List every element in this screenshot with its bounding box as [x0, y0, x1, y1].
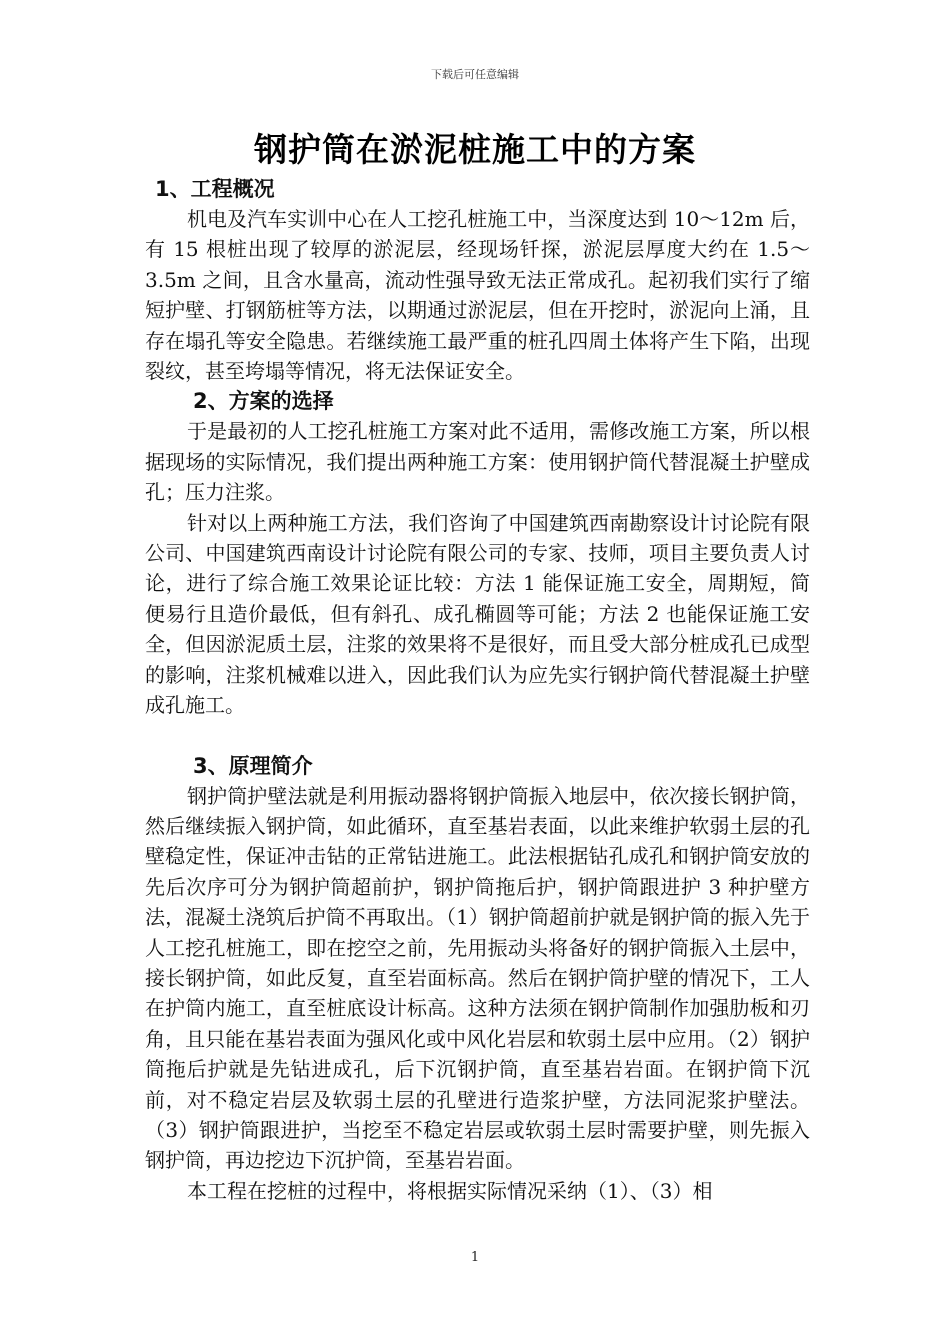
paragraph-plan-selection-2: 针对以上两种施工方法，我们咨询了中国建筑西南勘察设计讨论院有限公司、中国建筑西南设计讨论院有限公司的专家、技师，项目主要负责人讨论，进行了综合施工效果论证比较：方法 1 能保证施工安全，周期短，简便易行且造价最低，但有斜孔、成孔椭圆等可能；方法 2 也能保证施工安全，但因淤泥质土层，注浆的效果将不是很好，而且受大部分桩成孔已成型的影响，注浆机械难以进入，因此我们认为应先实行钢护筒代替混凝土护壁成孔施工。 [145, 510, 810, 718]
paragraph-overview: 机电及汽车实训中心在人工挖孔桩施工中，当深度达到 10～12m 后，有 15 根桩出现了较厚的淤泥层，经现场钎探，淤泥层厚度大约在 1.5～3.5m 之间，且含水量高，流动性强导致无法正常成孔。起初我们实行了缩短护壁、打钢筋桩等方法，以期通过淤泥层，但在开挖时，淤泥向上涌，且存在塌孔等安全隐患。若继续施工最严重的桩孔四周土体将产生下陷，出现裂纹，甚至垮塌等情况，将无法保证安全。 [145, 207, 810, 384]
paragraph-principle-1: 钢护筒护壁法就是利用振动器将钢护筒振入地层中，依次接长钢护筒，然后继续振入钢护筒，如此循环，直至基岩表面，以此来维护软弱土层的孔壁稳定性，保证冲击钻的正常钻进施工。此法根据钻孔成孔和钢护筒安放的先后次序可分为钢护筒超前护，钢护筒拖后护，钢护筒跟进护 3 种护壁方法，混凝土浇筑后护筒不再取出。（1）钢护筒超前护就是钢护筒的振入先于人工挖孔桩施工，即在挖空之前，先用振动头将备好的钢护筒振入土层中，接长钢护筒，如此反复，直至岩面标高。然后在钢护筒护壁的情况下，工人在护筒内施工，直至桩底设计标高。这种方法须在钢护筒制作加强肋板和刃角，且只能在基岩表面为强风化或中风化岩层和软弱土层中应用。（2）钢护筒拖后护就是先钻进成孔，后下沉钢护筒，直至基岩岩面。在钢护筒下沉前，对不稳定岩层及软弱土层的孔壁进行造浆护壁，方法同泥浆护壁法。（3）钢护筒跟进护，当挖至不稳定岩层或软弱土层时需要护壁，则先振入钢护筒，再边挖边下沉护筒，至基岩岩面。 [145, 783, 810, 1173]
paragraph-plan-selection-1: 于是最初的人工挖孔桩施工方案对此不适用，需修改施工方案，所以根据现场的实际情况，我们提出两种施工方案：使用钢护筒代替混凝土护壁成孔；压力注浆。 [145, 419, 810, 505]
page-header: 下载后可任意编辑 [431, 68, 519, 81]
section-heading-overview: 1、工程概况 [155, 177, 275, 201]
page-number: 1 [470, 1250, 480, 1265]
section-heading-principle: 3、原理简介 [193, 753, 313, 778]
document-body [145, 174, 810, 1206]
document-title: 钢护筒在淤泥桩施工中的方案 [254, 130, 696, 169]
paragraph-principle-2: 本工程在挖桩的过程中，将根据实际情况采纳（1）、（3）相 [187, 1178, 713, 1203]
section-heading-plan-selection: 2、方案的选择 [193, 389, 334, 414]
